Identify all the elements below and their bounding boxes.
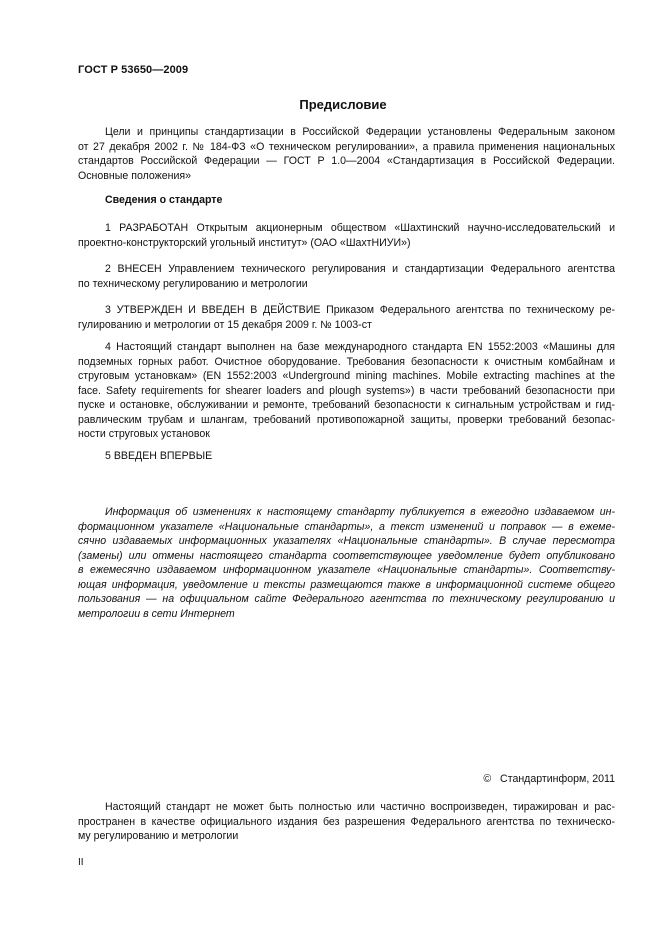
item-line: 1 РАЗРАБОТАН Открытым акционерным обществом «Шахтинский научно-исследовательский и [105,222,615,234]
item-line: 5 ВВЕДЕН ВПЕРВЫЕ [105,450,213,462]
footer-line: пространен в качестве официального издания без разрешения Федерального агентства по техническо- [78,815,615,828]
item-5-paragraph [78,449,615,464]
notice-line: формационном указателе «Национальные стандарты», а текст изменений и поправок — в ежеме- [78,520,615,533]
notice-line: сячно издаваемых информационных указателях «Национальные стандарты». В случае пересмотра [78,535,615,547]
section-subheading: Сведения о стандарте [105,194,223,206]
intro-line: Основные положения» [78,169,192,182]
item-line: face. Safety requirements for shearer loaders and plough systems») в части требований безопасности при [78,384,615,397]
notice-line: ющая информация, уведомление и тексты размещаются также в информационной системе общего [78,578,615,591]
item-3-paragraph [78,303,615,332]
info-notice-paragraph [78,505,615,621]
intro-line: стандартов Российской Федерации — ГОСТ Р 1.0—2004 «Стандартизация в Российской Федерации. [78,155,615,167]
notice-line: в ежемесячно издаваемом информационном указателе «Национальные стандарты». Соответству- [78,564,615,576]
item-line: по техническому регулированию и метрологии [78,277,308,290]
intro-line: от 27 декабря 2002 г. № 184-ФЗ «О техническом регулировании», а правила применения национальных [78,140,615,153]
footer-line: Настоящий стандарт не может быть полностью или частично воспроизведен, тиражирован и рас- [105,801,615,813]
item-2-paragraph [78,262,615,291]
item-4-paragraph [78,340,615,442]
page-title: Предисловие [299,97,387,112]
item-line: 3 УТВЕРЖДЕН И ВВЕДЕН В ДЕЙСТВИЕ Приказом Федерального агентства по техническому ре- [105,304,615,316]
item-line: пуске и остановке, обслуживании и ремонте, требований безопасности к сигнальным устройствам и гид- [78,399,615,411]
item-line: гулированию и метрологии от 15 декабря 2009 г. № 1003-ст [78,318,372,331]
item-line: равлическим трубам и шлангам, требований противопожарной защиты, проверки требований безопас- [78,413,615,426]
reproduction-notice-paragraph [78,800,615,844]
notice-line: Информация об изменениях к настоящему стандарту публикуется в ежегодно издаваемом ин- [105,506,615,518]
item-line: ности струговых установок [78,428,210,440]
item-1-paragraph [78,221,615,250]
notice-line: пользования — на официальном сайте Федерального агентства по техническому регулированию и [78,593,615,605]
item-line: 4 Настоящий стандарт выполнен на базе международного стандарта EN 1552:2003 «Машины для [105,341,615,353]
item-line: струговым установкам» (EN 1552:2003 «Underground mining machines. Mobile extracting machines at the [78,370,615,382]
copyright-notice: © Стандартинформ, 2011 [483,773,615,785]
footer-line: му регулированию и метрологии [78,830,239,842]
item-line: 2 ВНЕСЕН Управлением технического регулирования и стандартизации Федерального агентства [105,263,615,275]
item-line: подземных горных работ. Очистное оборудование. Требования безопасности к очистным комбайнам и [78,355,615,368]
item-line: проектно-конструкторский угольный институт» (ОАО «ШахтНИУИ») [78,236,411,249]
document-number: ГОСТ Р 53650—2009 [78,64,189,76]
intro-paragraph [78,125,615,183]
notice-line: (замены) или отмены настоящего стандарта соответствующее уведомление будет опубликовано [78,549,615,562]
intro-line: Цели и принципы стандартизации в Российской Федерации установлены Федеральным законом [105,126,615,138]
notice-line: метрологии в сети Интернет [78,607,235,620]
page-number: II [78,857,84,868]
